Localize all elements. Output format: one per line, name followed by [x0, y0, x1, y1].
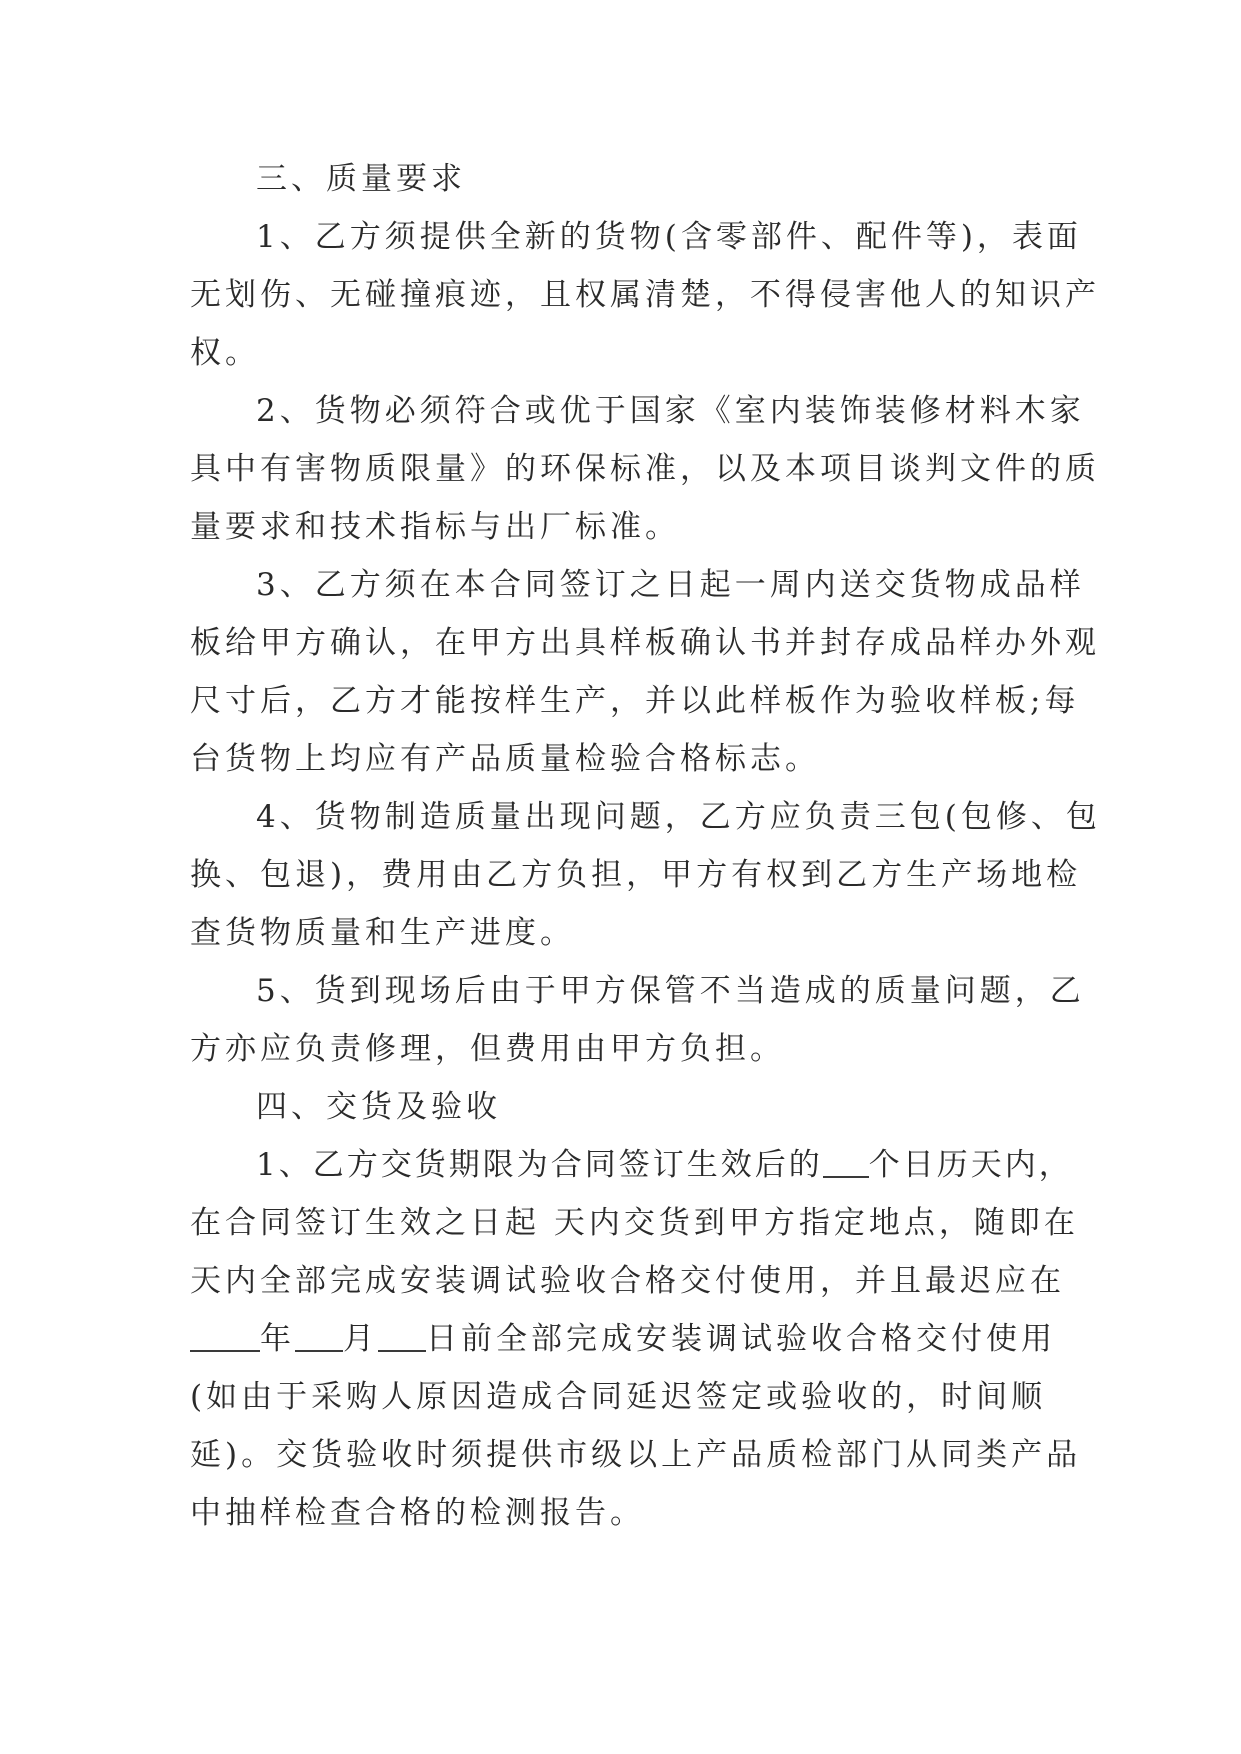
- text-line: 3、乙方须在本合同签订之日起一周内送交货物成品样: [256, 567, 1085, 603]
- text-line: 方亦应负责修理，但费用由甲方负担。: [190, 1031, 785, 1067]
- text-line: [190, 1310, 1060, 1368]
- text-line: 5、货到现场后由于甲方保管不当造成的质量问题，乙: [256, 973, 1085, 1009]
- blank-field: [378, 1320, 426, 1352]
- blank-field: [823, 1146, 869, 1178]
- text-line: 2、货物必须符合或优于国家《室内装饰装修材料木家: [256, 393, 1085, 429]
- text-line: [190, 1136, 1073, 1194]
- section-4-item-1: [190, 1136, 1082, 1542]
- section-3-item-2: [190, 382, 1100, 556]
- document-body: [190, 150, 1101, 1542]
- blank-field: [295, 1320, 343, 1352]
- text-line: 量要求和技术指标与出厂标准。: [190, 509, 680, 545]
- text-line: 天内全部完成安装调试验收合格交付使用，并且最迟应在: [190, 1263, 1065, 1299]
- section-4-heading: 四、交货及验收: [256, 1089, 501, 1125]
- text-line: 无划伤、无碰撞痕迹，且权属清楚，不得侵害他人的知识产: [190, 277, 1100, 313]
- section-3-heading: 三、质量要求: [256, 161, 466, 197]
- blank-field: [190, 1320, 260, 1352]
- text-line: 中抽样检查合格的检测报告。: [190, 1495, 645, 1531]
- text-segment: 个日历天内，: [868, 1147, 1073, 1183]
- text-line: 查货物质量和生产进度。: [190, 915, 575, 951]
- text-line: 具中有害物质限量》的环保标准，以及本项目谈判文件的质: [190, 451, 1100, 487]
- text-line: 在合同签订生效之日起 天内交货到甲方指定地点，随即在: [190, 1205, 1079, 1241]
- text-line: 尺寸后，乙方才能按样生产，并以此样板作为验收样板;每: [190, 683, 1080, 719]
- text-line: 1、乙方须提供全新的货物(含零部件、配件等)，表面: [256, 219, 1082, 255]
- text-line: 台货物上均应有产品质量检验合格标志。: [190, 741, 820, 777]
- text-line: 延)。交货验收时须提供市级以上产品质检部门从同类产品: [190, 1437, 1082, 1473]
- text-line: 换、包退)，费用由乙方负担，甲方有权到乙方生产场地检: [190, 857, 1082, 893]
- text-segment: 1、乙方交货期限为合同签订生效后的: [256, 1147, 823, 1183]
- text-line: 板给甲方确认，在甲方出具样板确认书并封存成品样办外观: [190, 625, 1100, 661]
- text-segment: 日前全部完成安装调试验收合格交付使用: [426, 1321, 1056, 1357]
- section-3-item-1: [190, 208, 1100, 382]
- text-line: (如由于采购人原因造成合同延迟签定或验收的，时间顺: [190, 1379, 1047, 1415]
- text-line: 4、货物制造质量出现问题，乙方应负责三包(包修、包: [256, 799, 1101, 835]
- text-segment: 月: [343, 1321, 378, 1357]
- section-3-item-3: [190, 556, 1100, 788]
- section-3-item-4: [190, 788, 1101, 962]
- text-line: 权。: [190, 335, 260, 371]
- section-3-item-5: [190, 962, 1085, 1078]
- text-segment: 年: [260, 1321, 295, 1357]
